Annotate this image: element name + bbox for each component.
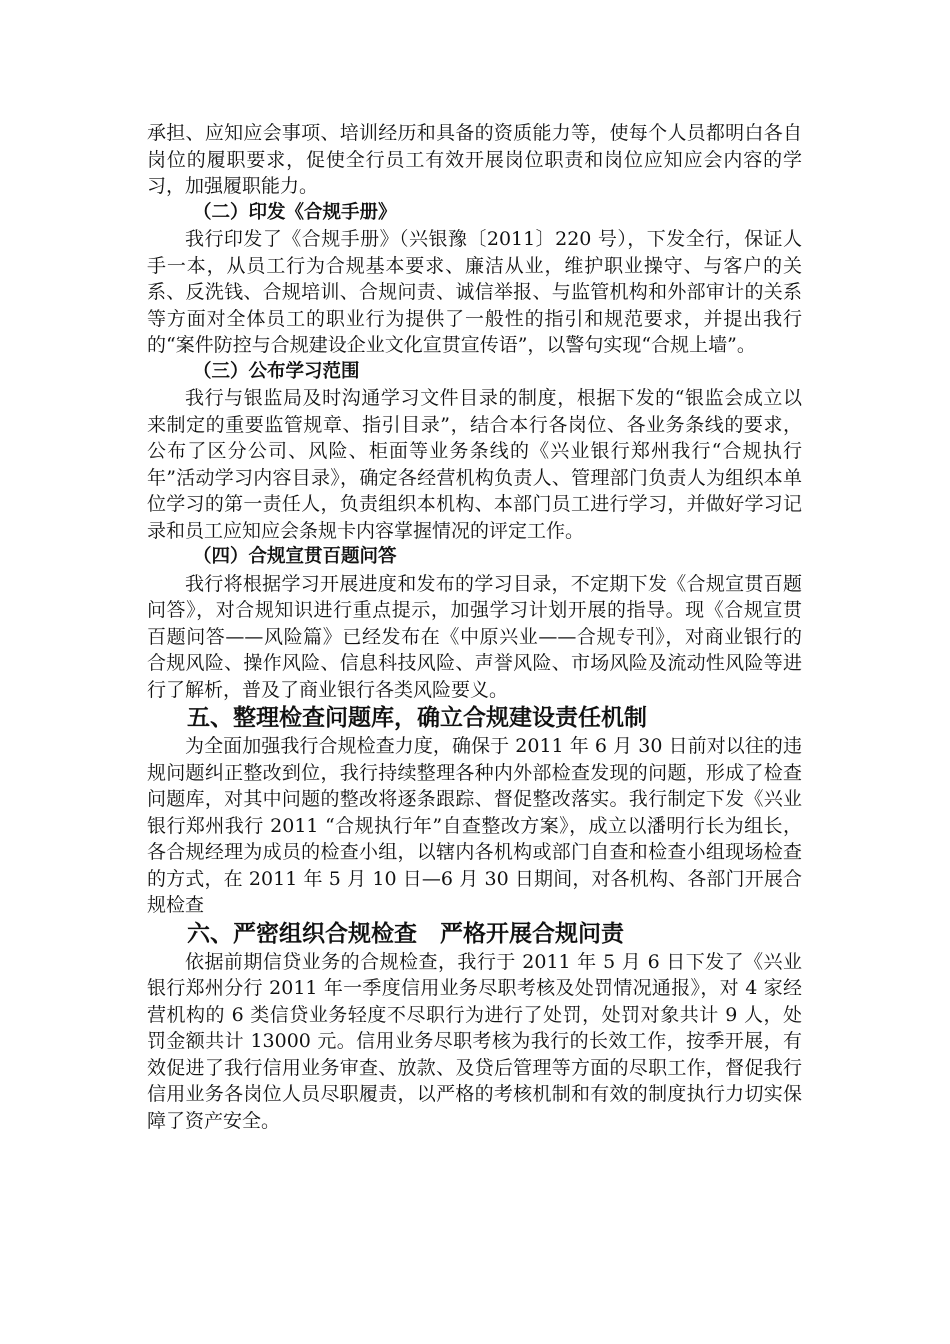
subheading-study-scope: （三）公布学习范围 [193, 360, 360, 382]
paragraph-qa: 我行将根据学习开展进度和发布的学习目录，不定期下发《合规宣贯百题问答》，对合规知识进行重点提示，加强学习计划开展的指导。现《合规宣贯百题问答——风险篇》已经发布在《中原兴业——合规专刊》，对商业银行的合规风险、操作风险、信息科技风险、声誉风险、市场风险及流动性风险等进行了解析，普及了商业银行各类风险要义。 [147, 572, 802, 701]
document-body [147, 120, 802, 1134]
paragraph-handbook: 我行印发了《合规手册》（兴银豫〔2011〕220 号），下发全行，保证人手一本，从员工行为合规基本要求、廉洁从业，维护职业操守、与客户的关系、反洗钱、合规培训、合规问责、诚信举报、与监管机构和外部审计的关系等方面对全体员工的职业行为提供了一般性的指引和规范要求，并提出我行的“案件防控与合规建设企业文化宣贯宣传语”，以警句实现“合规上墙”。 [147, 228, 802, 356]
section-heading-5: 五、整理检查问题库，确立合规建设责任机制 [187, 705, 647, 731]
subheading-qa: （四）合规宣贯百题问答 [193, 546, 397, 567]
paragraph-study-scope: 我行与银监局及时沟通学习文件目录的制度，根据下发的“银监会成立以来制定的重要监管规章、指引目录”，结合本行各岗位、各业务条线的要求，公布了区分公司、风险、柜面等业务条线的《兴业银行郑州我行“合规执行年”活动学习内容目录》，确定各经营机构负责人、管理部门负责人为组织本单位学习的第一责任人，负责组织本机构、本部门员工进行学习，并做好学习记录和员工应知应会条规卡内容掌握情况的评定工作。 [147, 387, 802, 542]
paragraph-section-5: 为全面加强我行合规检查力度，确保于 2011 年 6 月 30 日前对以往的违规问题纠正整改到位，我行持续整理各种内外部检查发现的问题，形成了检查问题库，对其中问题的整改将逐条跟踪、督促整改落实。我行制定下发《兴业银行郑州我行 2011 “合规执行年”自查整改方案》，成立以潘明行长为组长，各合规经理为成员的检查小组，以辖内各机构或部门自查和检查小组现场检查的方式，在 2011 年 5 月 10 日—6 月 30 日期间，对各机构、各部门开展合规检查 [147, 735, 802, 916]
subheading-handbook: （二）印发《合规手册》 [193, 201, 397, 223]
paragraph-section-6: 依据前期信贷业务的合规检查，我行于 2011 年 5 月 6 日下发了《兴业银行郑州分行 2011 年一季度信用业务尽职考核及处罚情况通报》，对 4 家经营机构的 6 类信贷业务轻度不尽职行为进行了处罚，处罚对象共计 9 人，处罚金额共计 13000 元。信用业务尽职考核为我行的长效工作，按季开展，有效促进了我行信用业务审查、放款、及贷后管理等方面的尽职工作，督促我行信用业务各岗位人员尽职履责，以严格的考核机制和有效的制度执行力切实保障了资产安全。 [147, 950, 802, 1132]
paragraph-continuation: 承担、应知应会事项、培训经历和具备的资质能力等，使每个人员都明白各自岗位的履职要求，促使全行员工有效开展岗位职责和岗位应知应会内容的学习，加强履职能力。 [147, 122, 802, 197]
section-heading-6: 六、严密组织合规检查 严格开展合规问责 [187, 920, 624, 947]
